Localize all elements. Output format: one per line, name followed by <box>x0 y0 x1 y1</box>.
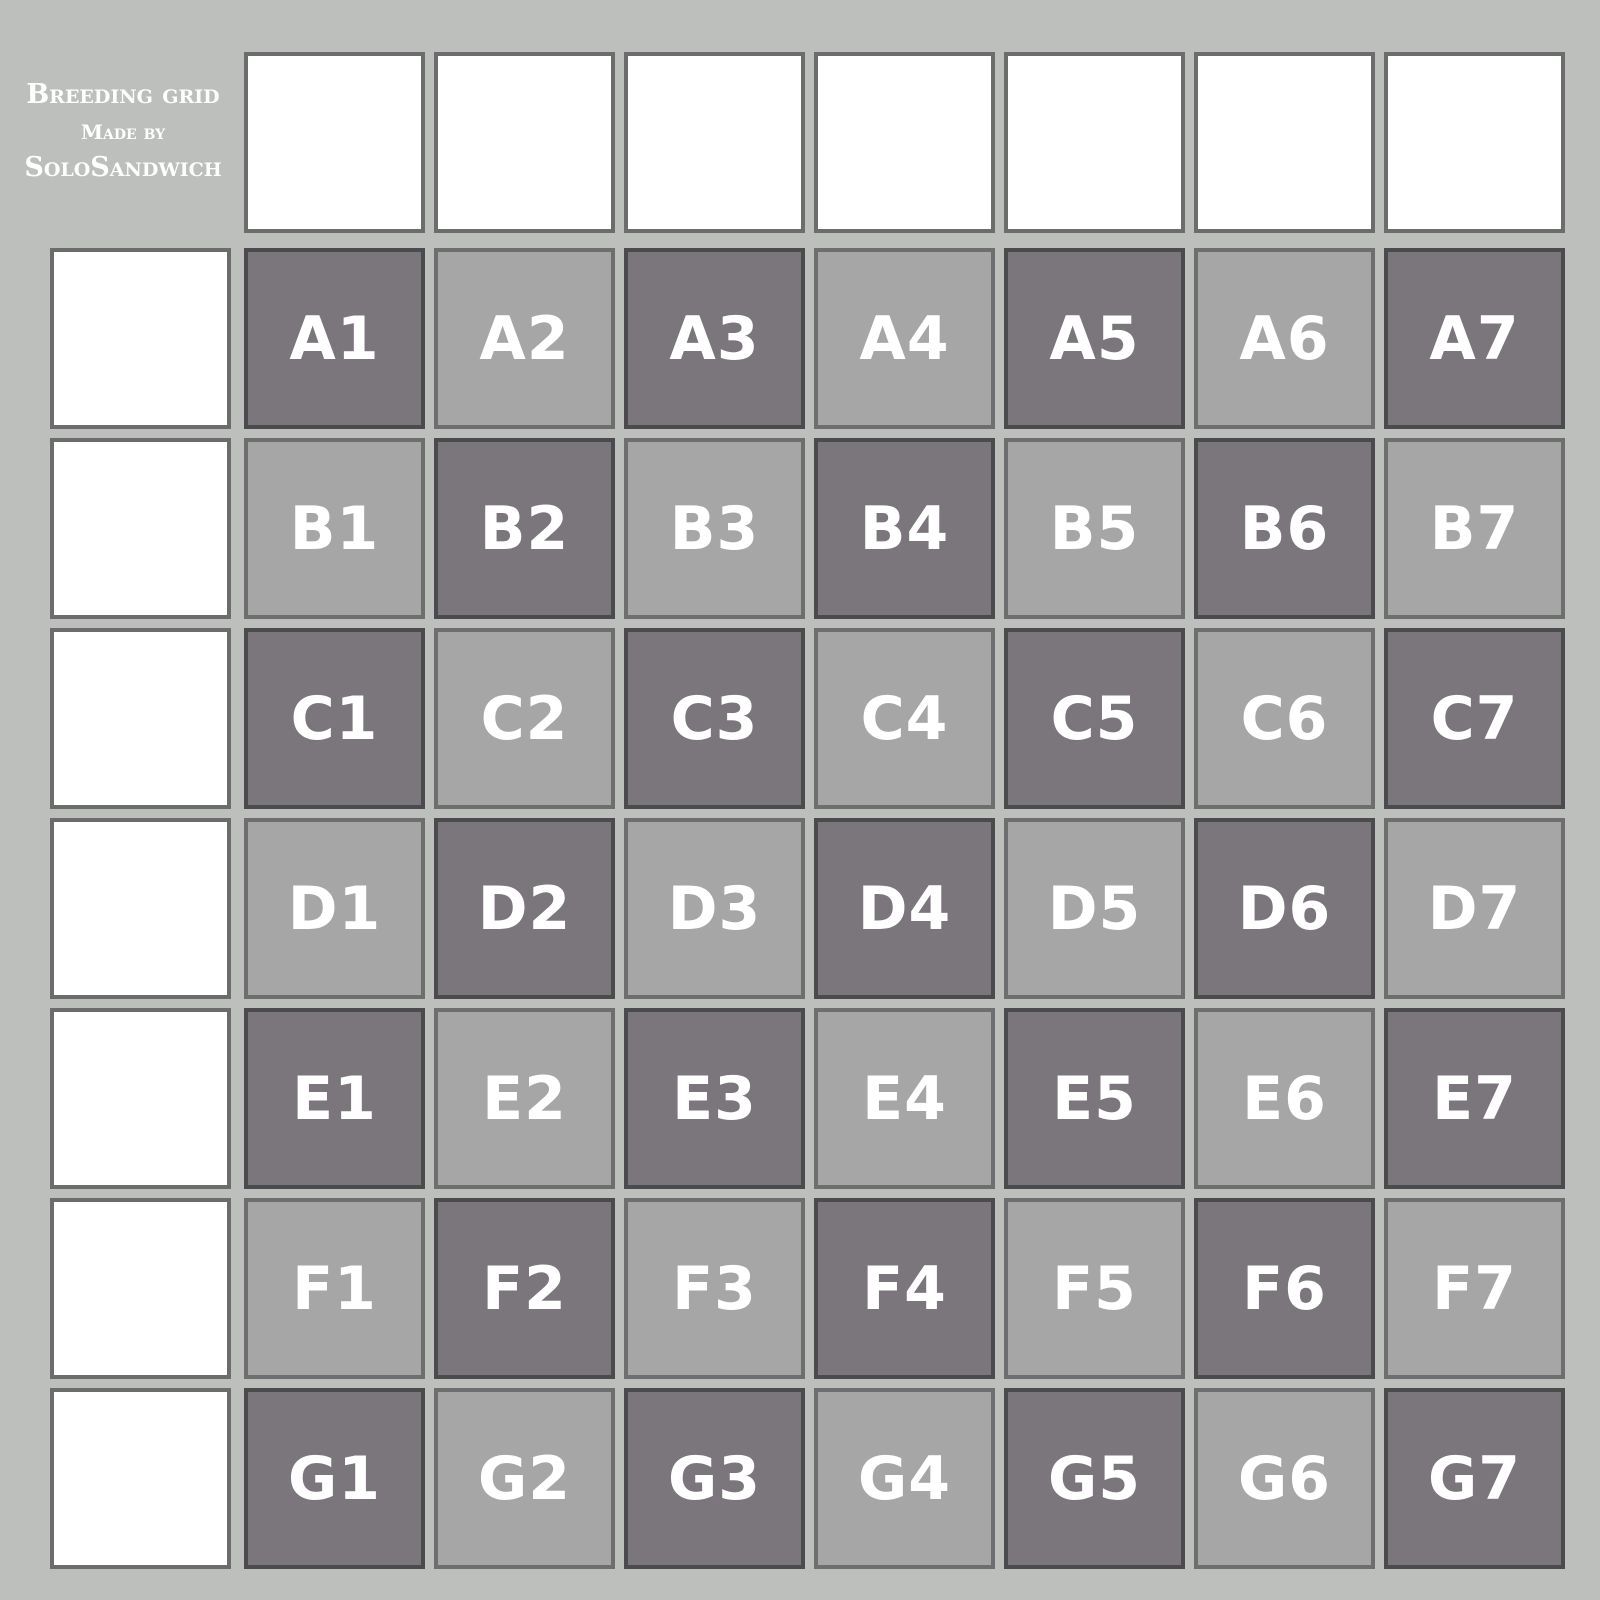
grid-cell-f7[interactable] <box>1384 1198 1565 1379</box>
grid-cell-label: G4 <box>858 1443 951 1514</box>
column-parent-slot-5[interactable] <box>1004 52 1185 233</box>
row-parent-slot-4[interactable] <box>50 818 231 999</box>
column-parent-slot-2[interactable] <box>434 52 615 233</box>
grid-cell-label: A5 <box>1049 303 1140 374</box>
grid-cell-c5[interactable] <box>1004 628 1185 809</box>
grid-cell-b6[interactable] <box>1194 438 1375 619</box>
grid-cell-label: B2 <box>479 493 570 564</box>
grid-cell-d2[interactable] <box>434 818 615 999</box>
column-parent-slot-6[interactable] <box>1194 52 1375 233</box>
grid-title: Breeding grid <box>26 79 220 110</box>
grid-cell-d5[interactable] <box>1004 818 1185 999</box>
grid-cell-f3[interactable] <box>624 1198 805 1379</box>
grid-cell-label: A6 <box>1239 303 1330 374</box>
grid-cell-c7[interactable] <box>1384 628 1565 809</box>
grid-cell-label: G6 <box>1238 1443 1331 1514</box>
grid-cell-a1[interactable] <box>244 248 425 429</box>
grid-cell-f2[interactable] <box>434 1198 615 1379</box>
grid-cell-c3[interactable] <box>624 628 805 809</box>
grid-cell-label: E1 <box>292 1063 377 1134</box>
grid-cell-a7[interactable] <box>1384 248 1565 429</box>
grid-cell-c4[interactable] <box>814 628 995 809</box>
row-parent-slot-2[interactable] <box>50 438 231 619</box>
row-parent-slot-6[interactable] <box>50 1198 231 1379</box>
grid-cell-e5[interactable] <box>1004 1008 1185 1189</box>
row-parent-slot-1[interactable] <box>50 248 231 429</box>
grid-cell-label: D1 <box>287 873 382 944</box>
credit-text <box>16 78 230 185</box>
grid-cell-label: B3 <box>669 493 760 564</box>
column-parent-slot-7[interactable] <box>1384 52 1565 233</box>
grid-cell-f6[interactable] <box>1194 1198 1375 1379</box>
grid-cell-label: C3 <box>670 683 759 754</box>
grid-cell-label: D3 <box>667 873 762 944</box>
grid-cell-label: F3 <box>672 1253 757 1324</box>
grid-cell-a4[interactable] <box>814 248 995 429</box>
grid-cell-g2[interactable] <box>434 1388 615 1569</box>
grid-cell-label: A3 <box>669 303 760 374</box>
grid-cell-label: D2 <box>477 873 572 944</box>
grid-cell-label: A2 <box>479 303 570 374</box>
grid-cell-label: G7 <box>1428 1443 1521 1514</box>
row-parent-slot-3[interactable] <box>50 628 231 809</box>
grid-cell-label: A7 <box>1429 303 1520 374</box>
grid-cell-e3[interactable] <box>624 1008 805 1189</box>
grid-cell-d4[interactable] <box>814 818 995 999</box>
grid-cell-label: B1 <box>289 493 380 564</box>
grid-cell-f1[interactable] <box>244 1198 425 1379</box>
grid-cell-label: F4 <box>862 1253 947 1324</box>
grid-cell-g1[interactable] <box>244 1388 425 1569</box>
grid-cell-label: B4 <box>859 493 950 564</box>
grid-cell-label: C6 <box>1240 683 1329 754</box>
grid-cell-e6[interactable] <box>1194 1008 1375 1189</box>
grid-cell-e4[interactable] <box>814 1008 995 1189</box>
grid-cell-label: B6 <box>1239 493 1330 564</box>
grid-cell-e7[interactable] <box>1384 1008 1565 1189</box>
row-parent-slot-7[interactable] <box>50 1388 231 1569</box>
grid-cell-label: F1 <box>292 1253 377 1324</box>
column-parent-slot-4[interactable] <box>814 52 995 233</box>
grid-cell-label: C7 <box>1430 683 1519 754</box>
grid-cell-label: B5 <box>1049 493 1140 564</box>
grid-cell-d3[interactable] <box>624 818 805 999</box>
grid-cell-a6[interactable] <box>1194 248 1375 429</box>
grid-cell-e2[interactable] <box>434 1008 615 1189</box>
grid-cell-c1[interactable] <box>244 628 425 809</box>
grid-cell-g5[interactable] <box>1004 1388 1185 1569</box>
grid-cell-c2[interactable] <box>434 628 615 809</box>
made-by-label: Made by <box>80 119 166 144</box>
grid-cell-label: G2 <box>478 1443 571 1514</box>
grid-cell-b3[interactable] <box>624 438 805 619</box>
grid-cell-label: E5 <box>1052 1063 1137 1134</box>
grid-cell-label: C2 <box>480 683 569 754</box>
grid-cell-f5[interactable] <box>1004 1198 1185 1379</box>
grid-cell-label: C4 <box>860 683 949 754</box>
grid-cell-label: G3 <box>668 1443 761 1514</box>
grid-cell-label: E3 <box>672 1063 757 1134</box>
grid-cell-d7[interactable] <box>1384 818 1565 999</box>
grid-cell-g3[interactable] <box>624 1388 805 1569</box>
grid-cell-a5[interactable] <box>1004 248 1185 429</box>
grid-cell-d6[interactable] <box>1194 818 1375 999</box>
grid-cell-label: C5 <box>1050 683 1139 754</box>
grid-cell-label: D6 <box>1237 873 1332 944</box>
grid-cell-label: G5 <box>1048 1443 1141 1514</box>
row-parent-slot-5[interactable] <box>50 1008 231 1189</box>
grid-cell-g4[interactable] <box>814 1388 995 1569</box>
grid-cell-label: G1 <box>288 1443 381 1514</box>
grid-cell-label: D7 <box>1427 873 1522 944</box>
grid-cell-f4[interactable] <box>814 1198 995 1379</box>
author-name: SoloSandwich <box>24 151 222 183</box>
grid-cell-c6[interactable] <box>1194 628 1375 809</box>
grid-cell-label: E2 <box>482 1063 567 1134</box>
grid-cell-a2[interactable] <box>434 248 615 429</box>
grid-cell-label: E4 <box>862 1063 947 1134</box>
grid-cell-label: A1 <box>289 303 380 374</box>
grid-cell-label: E6 <box>1242 1063 1327 1134</box>
grid-cell-label: F6 <box>1242 1253 1327 1324</box>
grid-cell-label: F7 <box>1432 1253 1517 1324</box>
grid-cell-b7[interactable] <box>1384 438 1565 619</box>
grid-cell-label: E7 <box>1432 1063 1517 1134</box>
grid-cell-label: A4 <box>859 303 950 374</box>
grid-cell-label: F2 <box>482 1253 567 1324</box>
grid-cell-g6[interactable] <box>1194 1388 1375 1569</box>
grid-cell-label: D5 <box>1047 873 1142 944</box>
grid-cell-d1[interactable] <box>244 818 425 999</box>
grid-cell-label: F5 <box>1052 1253 1137 1324</box>
grid-cell-g7[interactable] <box>1384 1388 1565 1569</box>
grid-cell-a3[interactable] <box>624 248 805 429</box>
column-parent-slot-1[interactable] <box>244 52 425 233</box>
grid-cell-label: D4 <box>857 873 952 944</box>
grid-cell-label: C1 <box>290 683 379 754</box>
grid-cell-b5[interactable] <box>1004 438 1185 619</box>
grid-cell-b2[interactable] <box>434 438 615 619</box>
grid-cell-b4[interactable] <box>814 438 995 619</box>
grid-cell-label: B7 <box>1429 493 1520 564</box>
column-parent-slot-3[interactable] <box>624 52 805 233</box>
grid-cell-b1[interactable] <box>244 438 425 619</box>
grid-cell-e1[interactable] <box>244 1008 425 1189</box>
